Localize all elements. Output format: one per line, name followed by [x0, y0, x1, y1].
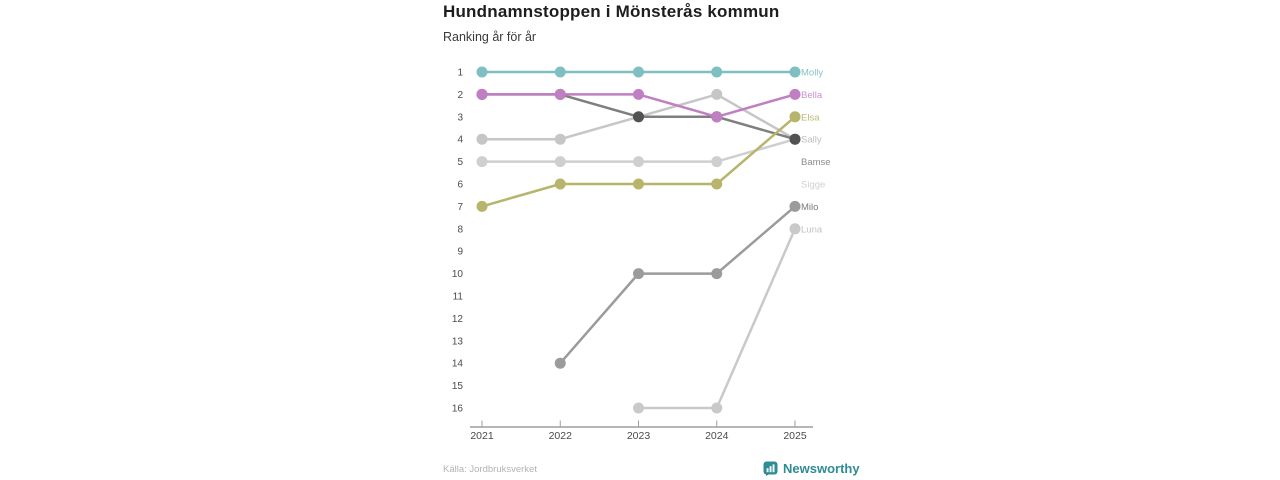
y-axis-tick-label: 2 — [457, 89, 463, 101]
data-point-molly — [790, 67, 801, 78]
y-axis-tick-label: 16 — [451, 403, 463, 415]
data-point-molly — [633, 67, 644, 78]
data-point-sally — [790, 134, 801, 145]
chart-subtitle: Ranking år för år — [443, 30, 537, 44]
y-axis-tick-label: 11 — [452, 291, 463, 303]
data-point-luna — [711, 403, 722, 414]
newsworthy-logo-icon — [763, 461, 778, 476]
y-axis-tick-label: 4 — [457, 134, 463, 146]
brand-name: Newsworthy — [783, 461, 860, 476]
data-point-sigge — [633, 156, 644, 167]
data-point-elsa — [790, 111, 801, 122]
x-axis-tick-label: 2023 — [626, 430, 651, 442]
y-axis-tick-label: 14 — [451, 358, 463, 370]
bump-chart — [440, 55, 860, 455]
y-axis-tick-label: 3 — [457, 112, 463, 124]
data-point-molly — [711, 67, 722, 78]
data-point-sigge — [711, 156, 722, 167]
data-point-bamse — [555, 134, 566, 145]
series-label-sigge: Sigge — [801, 179, 826, 191]
y-axis-tick-label: 7 — [457, 201, 463, 213]
data-point-elsa — [477, 201, 488, 212]
data-point-bella — [555, 89, 566, 100]
x-axis-tick-label: 2021 — [470, 430, 494, 442]
y-axis-tick-label: 13 — [451, 336, 463, 348]
series-label-luna: Luna — [801, 224, 823, 236]
x-axis-tick-label: 2025 — [783, 430, 807, 442]
chart-title: Hundnamnstoppen i Mönsterås kommun — [443, 2, 780, 21]
data-point-bamse — [477, 134, 488, 145]
data-point-milo — [633, 268, 644, 279]
series-label-molly: Molly — [801, 67, 824, 79]
series-label-bella: Bella — [801, 89, 823, 101]
data-point-bella — [477, 89, 488, 100]
series-line-milo — [560, 206, 795, 363]
y-axis-tick-label: 6 — [457, 179, 463, 191]
data-point-sigge — [477, 156, 488, 167]
x-axis-tick-label: 2022 — [548, 430, 572, 442]
data-point-milo — [790, 201, 801, 212]
data-point-luna — [790, 223, 801, 234]
x-axis-tick-label: 2024 — [705, 430, 729, 442]
series-label-bamse: Bamse — [801, 157, 831, 169]
data-point-milo — [555, 358, 566, 369]
series-label-sally: Sally — [801, 134, 822, 146]
y-axis-tick-label: 12 — [451, 313, 463, 325]
data-point-elsa — [711, 179, 722, 190]
brand — [763, 461, 860, 476]
y-axis-tick-label: 9 — [457, 246, 463, 258]
data-point-molly — [477, 67, 488, 78]
data-point-elsa — [555, 179, 566, 190]
series-line-luna — [639, 229, 796, 408]
series-label-elsa: Elsa — [801, 112, 820, 124]
y-axis-tick-label: 10 — [451, 269, 463, 281]
source-note: Källa: Jordbruksverket — [443, 464, 537, 475]
y-axis-tick-label: 1 — [457, 67, 463, 79]
series-label-milo: Milo — [801, 201, 819, 213]
data-point-molly — [555, 67, 566, 78]
data-point-luna — [633, 403, 644, 414]
data-point-sigge — [555, 156, 566, 167]
data-point-bamse — [711, 89, 722, 100]
data-point-sally — [633, 111, 644, 122]
y-axis-tick-label: 8 — [457, 224, 463, 236]
data-point-bella — [711, 111, 722, 122]
data-point-bella — [790, 89, 801, 100]
y-axis-tick-label: 5 — [457, 157, 463, 169]
data-point-bella — [633, 89, 644, 100]
data-point-elsa — [633, 179, 644, 190]
data-point-milo — [711, 268, 722, 279]
y-axis-tick-label: 15 — [451, 381, 463, 393]
